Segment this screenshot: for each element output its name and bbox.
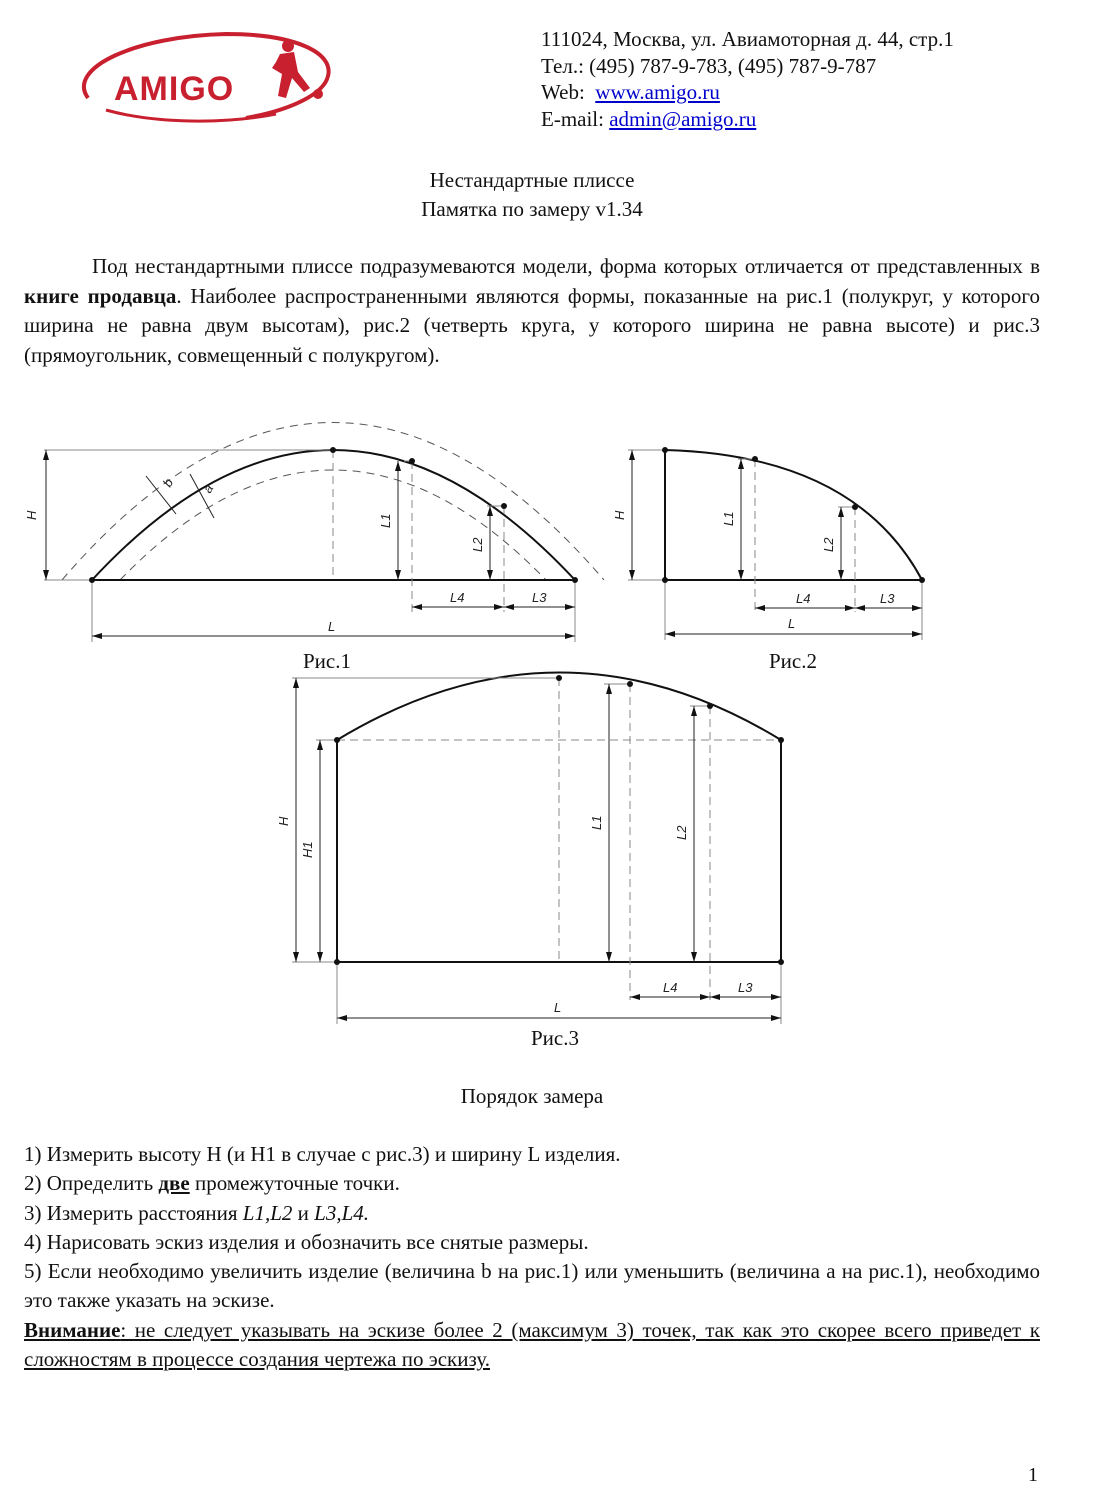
step-3-and: и bbox=[292, 1200, 315, 1225]
figure-2-drawing bbox=[600, 430, 940, 650]
fig2-label-l1: L1 bbox=[721, 511, 736, 526]
warning-text: : не следует указывать на эскизе более 2 (максимум 3) точек, так как это скорее всего приведет к сложностям в процессе создания чертежа по эскизу. bbox=[24, 1317, 1040, 1372]
figure-3-caption: Рис.3 bbox=[531, 1026, 579, 1050]
fig3-label-h1: H1 bbox=[300, 841, 315, 858]
fig3-label-l: L bbox=[554, 1000, 562, 1015]
intro-text-2: . Наиболее распространенными являются формы, показанные на рис.1 (полукруг, у которого ширина не равна двум высотам), рис.2 (четверть круга, у которого ширина не равна высоте) и рис.3 (прямоугольник, совмещенный с полукругом). bbox=[24, 283, 1040, 367]
procedure-heading: Порядок замера bbox=[460, 1084, 604, 1108]
phone: Тел.: (495) 787-9-783, (495) 787-9-787 bbox=[541, 53, 877, 78]
web-link[interactable]: www.amigo.ru bbox=[595, 80, 720, 104]
step-3-l1-l2: L1,L2 bbox=[242, 1200, 293, 1225]
intro-bold: книге продавца bbox=[24, 283, 177, 308]
fig2-label-l3: L3 bbox=[880, 591, 895, 606]
fig1-label-l1: L1 bbox=[378, 513, 393, 528]
email-label: E-mail: bbox=[541, 106, 604, 131]
step-2-text-b: промежуточные точки. bbox=[189, 1171, 400, 1196]
fig1-label-l4: L4 bbox=[450, 590, 465, 605]
fig3-label-h: H bbox=[276, 816, 291, 826]
fig3-label-l2: L2 bbox=[674, 825, 689, 840]
figure-1-caption: Рис.1 bbox=[303, 649, 351, 673]
soccer-player-icon bbox=[272, 40, 323, 99]
fig3-label-l1: L1 bbox=[589, 815, 604, 830]
fig3-label-l4: L4 bbox=[663, 980, 678, 995]
title-line-1: Нестандартные плиссе bbox=[429, 168, 635, 192]
fig1-label-h: H bbox=[24, 510, 39, 520]
step-2-text-a: 2) Определить bbox=[24, 1171, 159, 1196]
fig3-label-l3: L3 bbox=[738, 980, 753, 995]
figure-3-drawing bbox=[260, 665, 800, 1025]
title-line-2: Памятка по замеру v1.34 bbox=[421, 197, 643, 221]
address: 111024, Москва, ул. Авиамоторная д. 44, стр.1 bbox=[541, 27, 954, 51]
step-2-emphasis: две bbox=[158, 1171, 190, 1196]
step-4: 4) Нарисовать эскиз изделия и обозначить все снятые размеры. bbox=[24, 1229, 589, 1254]
figure-1-drawing bbox=[0, 410, 620, 650]
fig2-label-l4: L4 bbox=[796, 591, 811, 606]
logo-text: AMIGO bbox=[114, 70, 235, 108]
fig1-label-l3: L3 bbox=[532, 590, 547, 605]
fig2-label-l2: L2 bbox=[821, 537, 836, 552]
fig1-label-l: L bbox=[328, 619, 336, 634]
amigo-logo bbox=[66, 28, 338, 124]
web-line bbox=[541, 79, 954, 106]
document-title bbox=[0, 166, 1064, 224]
web-label: Web: bbox=[541, 80, 585, 104]
intro-text-1: Под нестандартными плиссе подразумеваются модели, форма которых отличается от представленных в bbox=[92, 254, 1040, 278]
intro-paragraph bbox=[24, 252, 1040, 370]
fig1-label-a: a bbox=[199, 481, 217, 496]
figure-2-caption: Рис.2 bbox=[769, 649, 817, 673]
warning-label: Внимание bbox=[24, 1317, 121, 1342]
email-line bbox=[541, 106, 954, 133]
step-3-l3-l4: L3,L4. bbox=[314, 1200, 369, 1225]
step-2 bbox=[24, 1169, 1040, 1198]
fig2-label-l: L bbox=[788, 616, 796, 631]
fig1-label-b: b bbox=[159, 475, 177, 490]
page-number: 1 bbox=[1028, 1464, 1038, 1486]
fig2-label-h: H bbox=[612, 510, 627, 520]
step-1: 1) Измерить высоту Н (и Н1 в случае с рис.3) и ширину L изделия. bbox=[24, 1142, 621, 1166]
email-link[interactable]: admin@amigo.ru bbox=[609, 106, 757, 131]
fig1-label-l2: L2 bbox=[470, 537, 485, 552]
step-3-text-a: 3) Измерить расстояния bbox=[24, 1200, 243, 1225]
warning-note bbox=[24, 1316, 1040, 1375]
contact-block bbox=[541, 26, 954, 132]
procedure-steps bbox=[24, 1140, 1040, 1374]
step-5: 5) Если необходимо увеличить изделие (величина b на рис.1) или уменьшить (величина a на рис.1), необходимо это также указать на эскизе. bbox=[24, 1259, 1040, 1313]
step-3 bbox=[24, 1199, 1040, 1228]
